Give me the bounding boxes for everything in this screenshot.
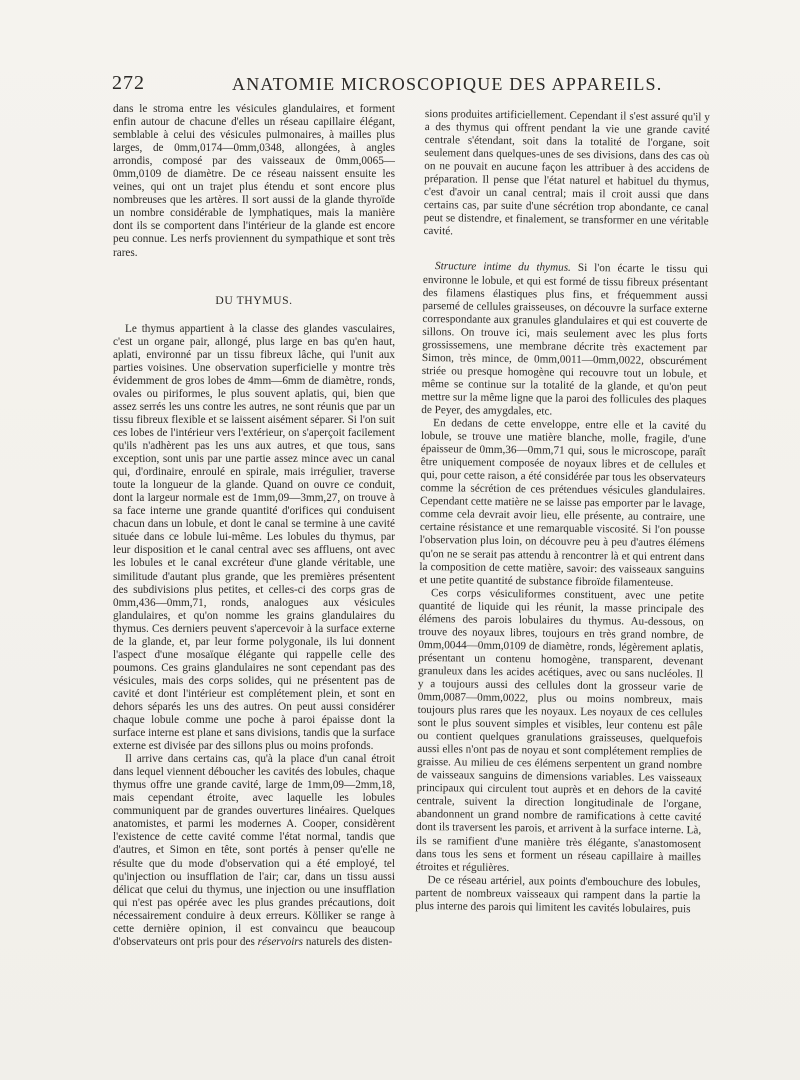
paragraph-text: Si l'on écarte le tissu qui environne le lobule, et qui est formé de tissu fibreux présentant des filamens élastiques plus fins, et fréquemment aussi parsemé de cellules graisseuses, on découvre la surface externe correspondante aux granules glandulaires et qui est couverte de sillons. On trouve ici, mais seulement avec les plus forts grossissemens, une membrane décrite très exactement par Simon, très mince, de 0mm,0011—0mm,0022, obscurément striée ou presque homogène qui recouvre tout un lobule, et même se continue sur la totalité de la glande, et qu'on peut mettre sur la même ligne que la paroi des follicules des plaques de Peyer, des amygdales, etc. xyxy=(421,262,709,418)
paragraph: De ce réseau artériel, aux points d'embouchure des lobules, partent de nombreux vaisseaux qui rampent dans la partie la plus interne des parois qui limitent les cavités lobulaires, puis xyxy=(415,873,701,916)
paragraph xyxy=(421,260,708,420)
section-heading: DU THYMUS. xyxy=(215,293,293,307)
page-number: 272 xyxy=(112,72,145,94)
paragraph: dans le stroma entre les vésicules glandulaires, et forment enfin autour de chacune d'elles un réseau capillaire élégant, semblable à celui des vésicules pulmonaires, à mailles plus larges, de 0mm,0174—0mm,0348, allongées, à angles arrondis, composé par des vaisseaux de 0mm,0065—0mm,0109 de diamètre. De ce réseau naissent ensuite les veines, qui ont un trajet plus étendu et sont encore plus nombreuses que les artères. Il sort aussi de la glande thyroïde un nombre considérable de lymphatiques, mais la manière dont ils se comportent dans l'intérieur de la glande est encore peu connue. Les nerfs proviennent du sympathique et sont très rares. xyxy=(113,103,395,259)
left-column xyxy=(113,103,395,949)
paragraph: sions produites artificiellement. Cependant il s'est assuré qu'il y a des thymus qui offrent pendant la vie une grande cavité centrale s'étendant, soit dans la totalité de l'organe, soit seulement dans quelques-unes de ses divisions, dans des cas où on ne pouvait en aucune façon les attribuer à des accidens de préparation. Il pense que l'état naturel et habituel du thymus, c'est d'avoir un canal central; mais il croit aussi que dans certains cas, par suite d'une sécrétion trop abondante, ce canal peut se distendre, et finalement, se transformer en une véritable cavité. xyxy=(423,108,710,238)
italic-term: réservoirs xyxy=(257,935,304,948)
paragraph: En dedans de cette enveloppe, entre elle et la cavité du lobule, se trouve une matière blanche, molle, fragile, d'une épaisseur de 0mm,36—0mm,71 qui, sous le microscope, paraît être uniquement composée de noyaux libres et de cellules et qui, pour cette raison, a été considérée par tous les observateurs comme la sécrétion de ces prétendues vésicules glandulaires. Cependant cette matière ne se laisse pas emporter par le lavage, comme cela devrait avoir lieu, elle présente, au contraire, une certaine résistance et une remarquable viscosité. Si l'on pousse l'observation plus loin, on découvre peu à peu d'autres élémens qu'on ne se serait pas attendu à rencontrer là et qui entrent dans la composition de cette matière, savoir: des vaisseaux sanguins et une petite quantité de substance fibroïde filamenteuse. xyxy=(419,417,707,589)
paragraph: Ces corps vésiculiformes constituent, avec une petite quantité de liquide qui les réunit, la masse principale des élémens des parois lobulaires du thymus. Au-dessous, on trouve des noyaux libres, toujours en très grand nombre, de 0mm,0044—0mm,0109 de diamètre, ronds, légèrement aplatis, présentant un contenu homogène, transparent, devenant granuleux dans les acides acétiques, avec ou sans nucléoles. Il y a toujours aussi des cellules dont la grosseur varie de 0mm,0087—0mm,0022, plus ou moins nombreux, mais toujours plus rares que les noyaux. Les noyaux de ces cellules sont le plus souvent simples et visibles, leur contenu est pâle ou contient quelques granulations graisseuses, quelquefois aussi elles n'ont pas de noyau et sont complétement remplies de graisse. Au milieu de ces élémens serpentent un grand nombre de vaisseaux sanguins de dimensions variables. Les vaisseaux principaux qui circulent tout auprès et en dehors de la cavité centrale, suivent la direction longitudinale de l'organe, abandonnent un grand nombre de ramifications à cette cavité dont ils traversent les parois, et arrivent à la surface interne. Là, ils se ramifient d'une manière très élégante, s'anastomosent dans tous les sens et forment un réseau capillaire à mailles étroites et régulières. xyxy=(415,586,705,874)
paragraph-text: Il arrive dans certains cas, qu'à la place d'un canal étroit dans lequel viennent déboucher les cavités des lobules, chaque thymus offre une grande cavité, large de 1mm,09—2mm,18, mais cependant étroite, avec laquelle les lobules communiquent par de grandes ouvertures linéaires. Quelques anatomistes, et parmi les modernes A. Cooper, considèrent l'existence de cette cavité comme l'état normal, tandis que d'autres, et Simon en tête, sont portés à penser qu'elle ne résulte que du mode d'observation qui a été employé, tel qu'injection ou insufflation de l'air; car, dans un tissu aussi délicat que celui du thymus, une injection ou une insufflation qui n'est pas opérée avec les plus grandes précautions, doit nécessairement conduire à deux erreurs. Kölliker se range à cette dernière opinion, il est convaincu que beaucoup d'observateurs ont pris pour des xyxy=(113,753,395,948)
subsection-title: Structure intime du thymus. xyxy=(434,260,571,275)
paragraph xyxy=(113,753,395,949)
right-column xyxy=(415,108,710,916)
paragraph: Le thymus appartient à la classe des glandes vasculaires, c'est un organe pair, allongé, plus large en bas qu'en haut, aplati, environné par un tissu fibreux lâche, qui l'unit aux parties voisines. Une observation superficielle y montre très évidemment de gros lobes de 4mm—6mm de diamètre, ronds, ovales ou piriformes, le plus souvent aplatis, qui, bien que assez serrés les uns contre les autres, ne sont réunis que par un tissu fibreux flexible et se laissent aisément séparer. Si l'on suit ces lobes de l'intérieur vers l'extérieur, on s'aperçoit facilement qu'ils n'adhèrent pas les uns aux autres, et que tous, sans exception, sont unis par une partie assez mince avec un canal qui, d'ordinaire, enroulé en spirale, mais irrégulier, traverse toute la longueur de la glande. Quand on ouvre ce conduit, dont la largeur normale est de 1mm,09—3mm,27, on trouve à sa face interne une grande quantité d'orifices qui conduisent chacun dans un lobule, et dont le canal se termine à une cavité située dans ce lobule lui-même. Les lobules du thymus, par leur disposition et le canal central avec ses affluens, ont avec les lobules et le canal excréteur d'une glande véritable, une similitude d'autant plus grande, que les premières présentent des subdivisions plus petites, et celles-ci des corps gras de 0mm,436—0mm,71, ronds, analogues aux vésicules glandulaires, et qu'on nomme les grains glandulaires du thymus. Ces derniers peuvent s'apercevoir à la surface externe de la glande, et, par leur forme polygonale, ils lui donnent l'aspect d'une mosaïque élégante qui rappelle celle des poumons. Ces grains glandulaires ne sont cependant pas des vésicules, mais des corps solides, qui ne présentent pas de cavité et dont l'intérieur est complétement plein, et sont en dehors séparés les uns des autres. On peut aussi considérer chaque lobule comme une poche à paroi épaisse dont la surface interne est plane et sans divisions, tandis que la surface externe est divisée par des sillons plus ou moins profonds. xyxy=(113,322,395,753)
page-header xyxy=(112,72,692,102)
paragraph-text: naturels des disten- xyxy=(305,935,393,948)
running-title: ANATOMIE MICROSCOPIQUE DES APPAREILS. xyxy=(232,74,663,94)
